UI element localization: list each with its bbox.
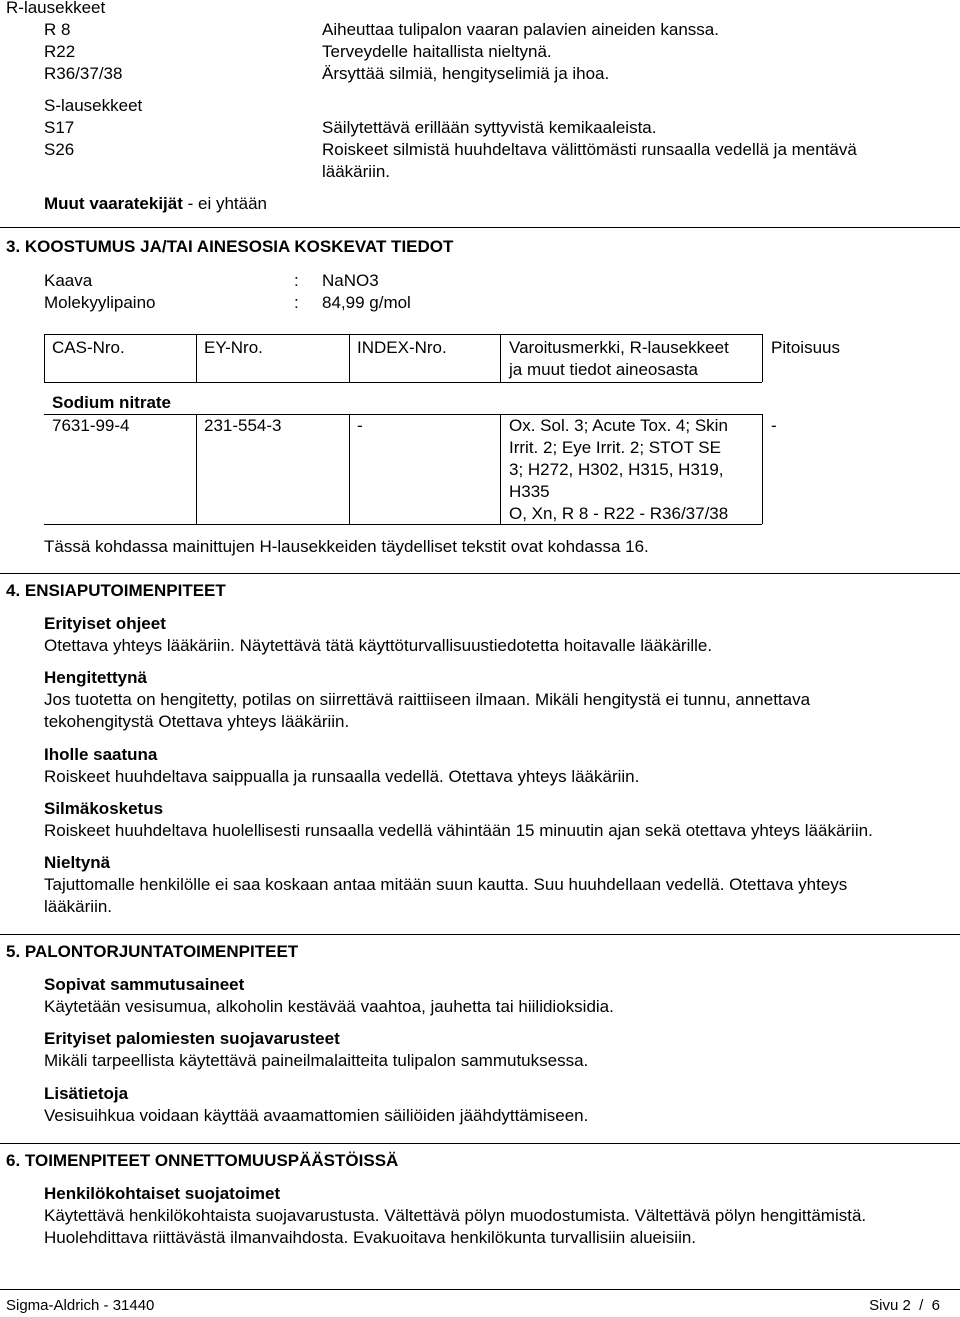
first-aid-text: lääkäriin. [44,897,113,916]
colon: : [294,293,299,312]
r-phrase-code: R36/37/38 [44,64,123,83]
footer-divider [0,1289,960,1290]
firefighting-text: Mikäli tarpeellista käytettävä paineilmalaitteita tulipalon sammutuksessa. [44,1051,589,1070]
section-divider [0,934,960,935]
other-hazards [44,193,267,215]
accidental-release-text: Käytettävä henkilökohtaista suojavarustusta. Vältettävä pölyn muodostumista. Vältettävä pölyn hengittämistä. [44,1206,867,1225]
firefighting-text: Käytetään vesisumua, alkoholin kestävää vaahtoa, jauhetta tai hiilidioksidia. [44,997,614,1016]
first-aid-heading: Nieltynä [44,853,111,872]
firefighting-heading: Lisätietoja [44,1084,129,1103]
first-aid-heading: Silmäkosketus [44,799,164,818]
cell-hazard-line: Irrit. 2; Eye Irrit. 2; STOT SE [509,438,721,457]
first-aid-text: Roiskeet huuhdeltava saippualla ja runsaalla vedellä. Otettava yhteys lääkäriin. [44,767,640,786]
first-aid-heading: Erityiset ohjeet [44,614,166,633]
r-phrase-text: Ärsyttää silmiä, hengityselimiä ja ihoa. [322,64,610,83]
cell-hazard-line: O, Xn, R 8 - R22 - R36/37/38 [509,504,729,523]
section-6-title: 6. TOIMENPITEET ONNETTOMUUSPÄÄSTÖISSÄ [6,1151,399,1170]
substance-name: Sodium nitrate [52,393,172,412]
other-hazards-value: - ei yhtään [187,194,268,213]
r-phrase-text: Aiheuttaa tulipalon vaaran palavien aineiden kanssa. [322,20,719,39]
section-5-title: 5. PALONTORJUNTATOIMENPITEET [6,942,299,961]
section-divider [0,573,960,574]
firefighting-heading: Sopivat sammutusaineet [44,975,245,994]
r-phrases-heading: R-lausekkeet [6,0,106,17]
table-border [196,414,197,524]
section-3-title: 3. KOOSTUMUS JA/TAI AINESOSIA KOSKEVAT TIEDOT [6,237,454,256]
first-aid-text: Tajuttomalle henkilölle ei saa koskaan antaa mitään suun kautta. Suu huuhdellaan vedellä. Otettava yhteys [44,875,848,894]
s-phrase-text: Roiskeet silmistä huuhdeltava välittömästi runsaalla vedellä ja mentävä [322,140,857,159]
first-aid-text: Otettava yhteys lääkäriin. Näytettävä tätä käyttöturvallisuustiedotetta hoitavalle lääkärille. [44,636,713,655]
colon: : [294,271,299,290]
table-header-hazard-line2: ja muut tiedot aineosasta [509,360,699,379]
table-border [196,334,197,382]
table-border [762,414,763,524]
r-phrase-text: Terveydelle haitallista nieltynä. [322,42,552,61]
first-aid-text: Jos tuotetta on hengitetty, potilas on siirrettävä raittiiseen ilmaan. Mikäli hengitystä ei tunnu, annettava [44,690,811,709]
s-phrase-code: S17 [44,118,75,137]
table-header-ec: EY-Nro. [204,338,263,357]
table-border [500,414,501,524]
cell-index: - [357,416,363,435]
accidental-release-text: Huolehdittava riittävästä ilmanvaihdosta. Evakuoitava henkilökunta turvallisiin alueisiin. [44,1228,697,1247]
table-header-index: INDEX-Nro. [357,338,447,357]
s-phrase-code: S26 [44,140,75,159]
cell-cas: 7631-99-4 [52,416,130,435]
cell-ec: 231-554-3 [204,416,282,435]
mw-value: 84,99 g/mol [322,293,411,312]
r-phrase-code: R 8 [44,20,71,39]
s-phrase-text-continued: lääkäriin. [322,162,391,181]
s-phrase-text: Säilytettävä erillään syttyvistä kemikaaleista. [322,118,657,137]
footer-product: Sigma-Aldrich - 31440 [6,1297,155,1314]
other-hazards-label: Muut vaaratekijät [44,194,183,213]
cell-hazard-line: H335 [509,482,550,501]
cell-hazard-line: Ox. Sol. 3; Acute Tox. 4; Skin [509,416,728,435]
s-phrases-heading: S-lausekkeet [44,96,143,115]
firefighting-heading: Erityiset palomiesten suojavarusteet [44,1029,340,1048]
table-header-cas: CAS-Nro. [52,338,125,357]
firefighting-text: Vesisuihkua voidaan käyttää avaamattomien säiliöiden jäähdyttämiseen. [44,1106,589,1125]
section-4-title: 4. ENSIAPUTOIMENPITEET [6,581,226,600]
table-border [44,382,762,383]
cell-concentration: - [771,416,777,435]
mw-label: Molekyylipaino [44,293,156,312]
table-border [349,334,350,382]
first-aid-text: tekohengitystä Otettava yhteys lääkäriin. [44,712,350,731]
section-divider [0,1143,960,1144]
formula-value: NaNO3 [322,271,379,290]
accidental-release-heading: Henkilökohtaiset suojatoimet [44,1184,281,1203]
table-border [500,334,501,382]
table-border [349,414,350,524]
table-border [44,334,45,382]
table-header-concentration: Pitoisuus [771,338,840,357]
first-aid-text: Roiskeet huuhdeltava huolellisesti runsaalla vedellä vähintään 15 minuutin ajan sekä otettava yhteys lääkäriin. [44,821,873,840]
cell-hazard-line: 3; H272, H302, H315, H319, [509,460,724,479]
formula-label: Kaava [44,271,93,290]
footer-page-number: Sivu 2 / 6 [869,1297,940,1314]
first-aid-heading: Iholle saatuna [44,745,158,764]
table-header-hazard: Varoitusmerkki, R-lausekkeet [509,338,729,357]
first-aid-heading: Hengitettynä [44,668,147,687]
r-phrase-code: R22 [44,42,76,61]
table-border [44,334,762,335]
h-statement-note: Tässä kohdassa mainittujen H-lausekkeiden täydelliset tekstit ovat kohdassa 16. [44,537,649,556]
section-divider [0,227,960,228]
table-border [762,334,763,382]
